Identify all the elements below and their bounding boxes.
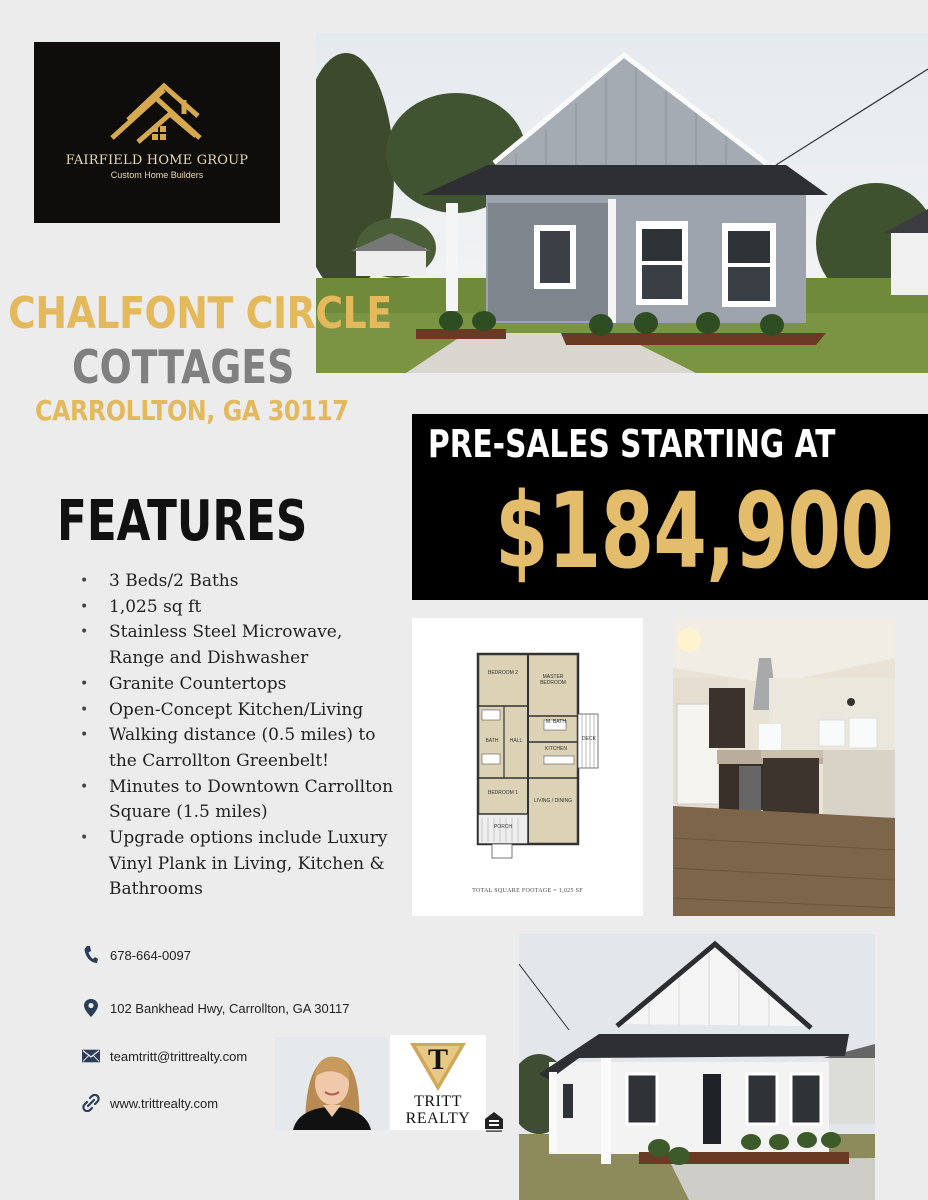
company-name: FAIRFIELD HOME GROUP — [65, 153, 249, 168]
contact-email[interactable] — [82, 1045, 247, 1067]
company-tagline: Custom Home Builders — [110, 170, 204, 180]
email-link[interactable]: teamtritt@trittrealty.com — [110, 1048, 248, 1064]
total-square-footage: TOTAL SQUARE FOOTAGE = 1,025 SF — [472, 888, 583, 894]
floor-plan — [412, 618, 643, 916]
features-list — [80, 569, 400, 903]
list-item: • 3 Beds/2 Baths — [80, 569, 400, 595]
list-item: • Upgrade options include Luxury Vinyl Plank in Living, Kitchen & Bathrooms — [80, 826, 400, 903]
house-photo-top — [316, 33, 928, 373]
contact-address[interactable] — [82, 997, 349, 1019]
contact-phone[interactable] — [82, 944, 191, 966]
realty-name-line1: TRITT — [414, 1093, 462, 1110]
list-item: • Minutes to Downtown Carrollton Square (1.5 miles) — [80, 775, 400, 826]
link-icon — [82, 1092, 100, 1114]
realty-monogram: T — [427, 1043, 448, 1076]
list-item: • Walking distance (0.5 miles) to the Carrollton Greenbelt! — [80, 723, 400, 774]
phone-number: 678-664-0097 — [110, 947, 191, 963]
contact-website[interactable] — [82, 1092, 218, 1114]
community-subtitle: COTTAGES — [72, 340, 295, 394]
company-logo — [34, 42, 280, 223]
features-heading: FEATURES — [57, 489, 308, 554]
price-banner — [412, 414, 928, 600]
room-label: BEDROOM 1 — [487, 790, 518, 796]
phone-icon — [82, 944, 100, 966]
agent-photo — [275, 1037, 388, 1130]
room-label: BATH — [485, 738, 499, 744]
house-photo-bottom — [519, 934, 875, 1200]
room-label: KITCHEN — [545, 746, 567, 752]
envelope-icon — [82, 1045, 100, 1067]
room-label: DECK — [582, 736, 596, 742]
room-label: LIVING / DINING — [533, 798, 573, 804]
address-text: 102 Bankhead Hwy, Carrollton, GA 30117 — [110, 1000, 350, 1016]
community-name: CHALFONT CIRCLE — [8, 288, 392, 339]
price-value: $184,900 — [495, 470, 894, 592]
realty-name-line2: REALTY — [405, 1110, 471, 1127]
website-link[interactable]: www.trittrealty.com — [110, 1095, 219, 1111]
room-label: HALL — [509, 738, 523, 744]
room-label: M. BATH — [546, 719, 566, 725]
kitchen-photo — [673, 618, 895, 916]
room-label: MASTER BEDROOM — [540, 674, 566, 686]
room-label: BEDROOM 2 — [487, 670, 518, 676]
equal-housing-icon — [484, 1111, 504, 1133]
community-location: CARROLLTON, GA 30117 — [35, 394, 349, 427]
list-item: • 1,025 sq ft — [80, 595, 400, 621]
realty-logo — [390, 1035, 486, 1130]
list-item: • Open-Concept Kitchen/Living — [80, 698, 400, 724]
list-item: • Granite Countertops — [80, 672, 400, 698]
presale-label: PRE-SALES STARTING AT — [428, 422, 836, 466]
room-label: PORCH — [493, 824, 513, 830]
location-pin-icon — [82, 997, 100, 1019]
list-item: • Stainless Steel Microwave, Range and Dishwasher — [80, 620, 400, 671]
house-logo-icon — [108, 80, 208, 152]
